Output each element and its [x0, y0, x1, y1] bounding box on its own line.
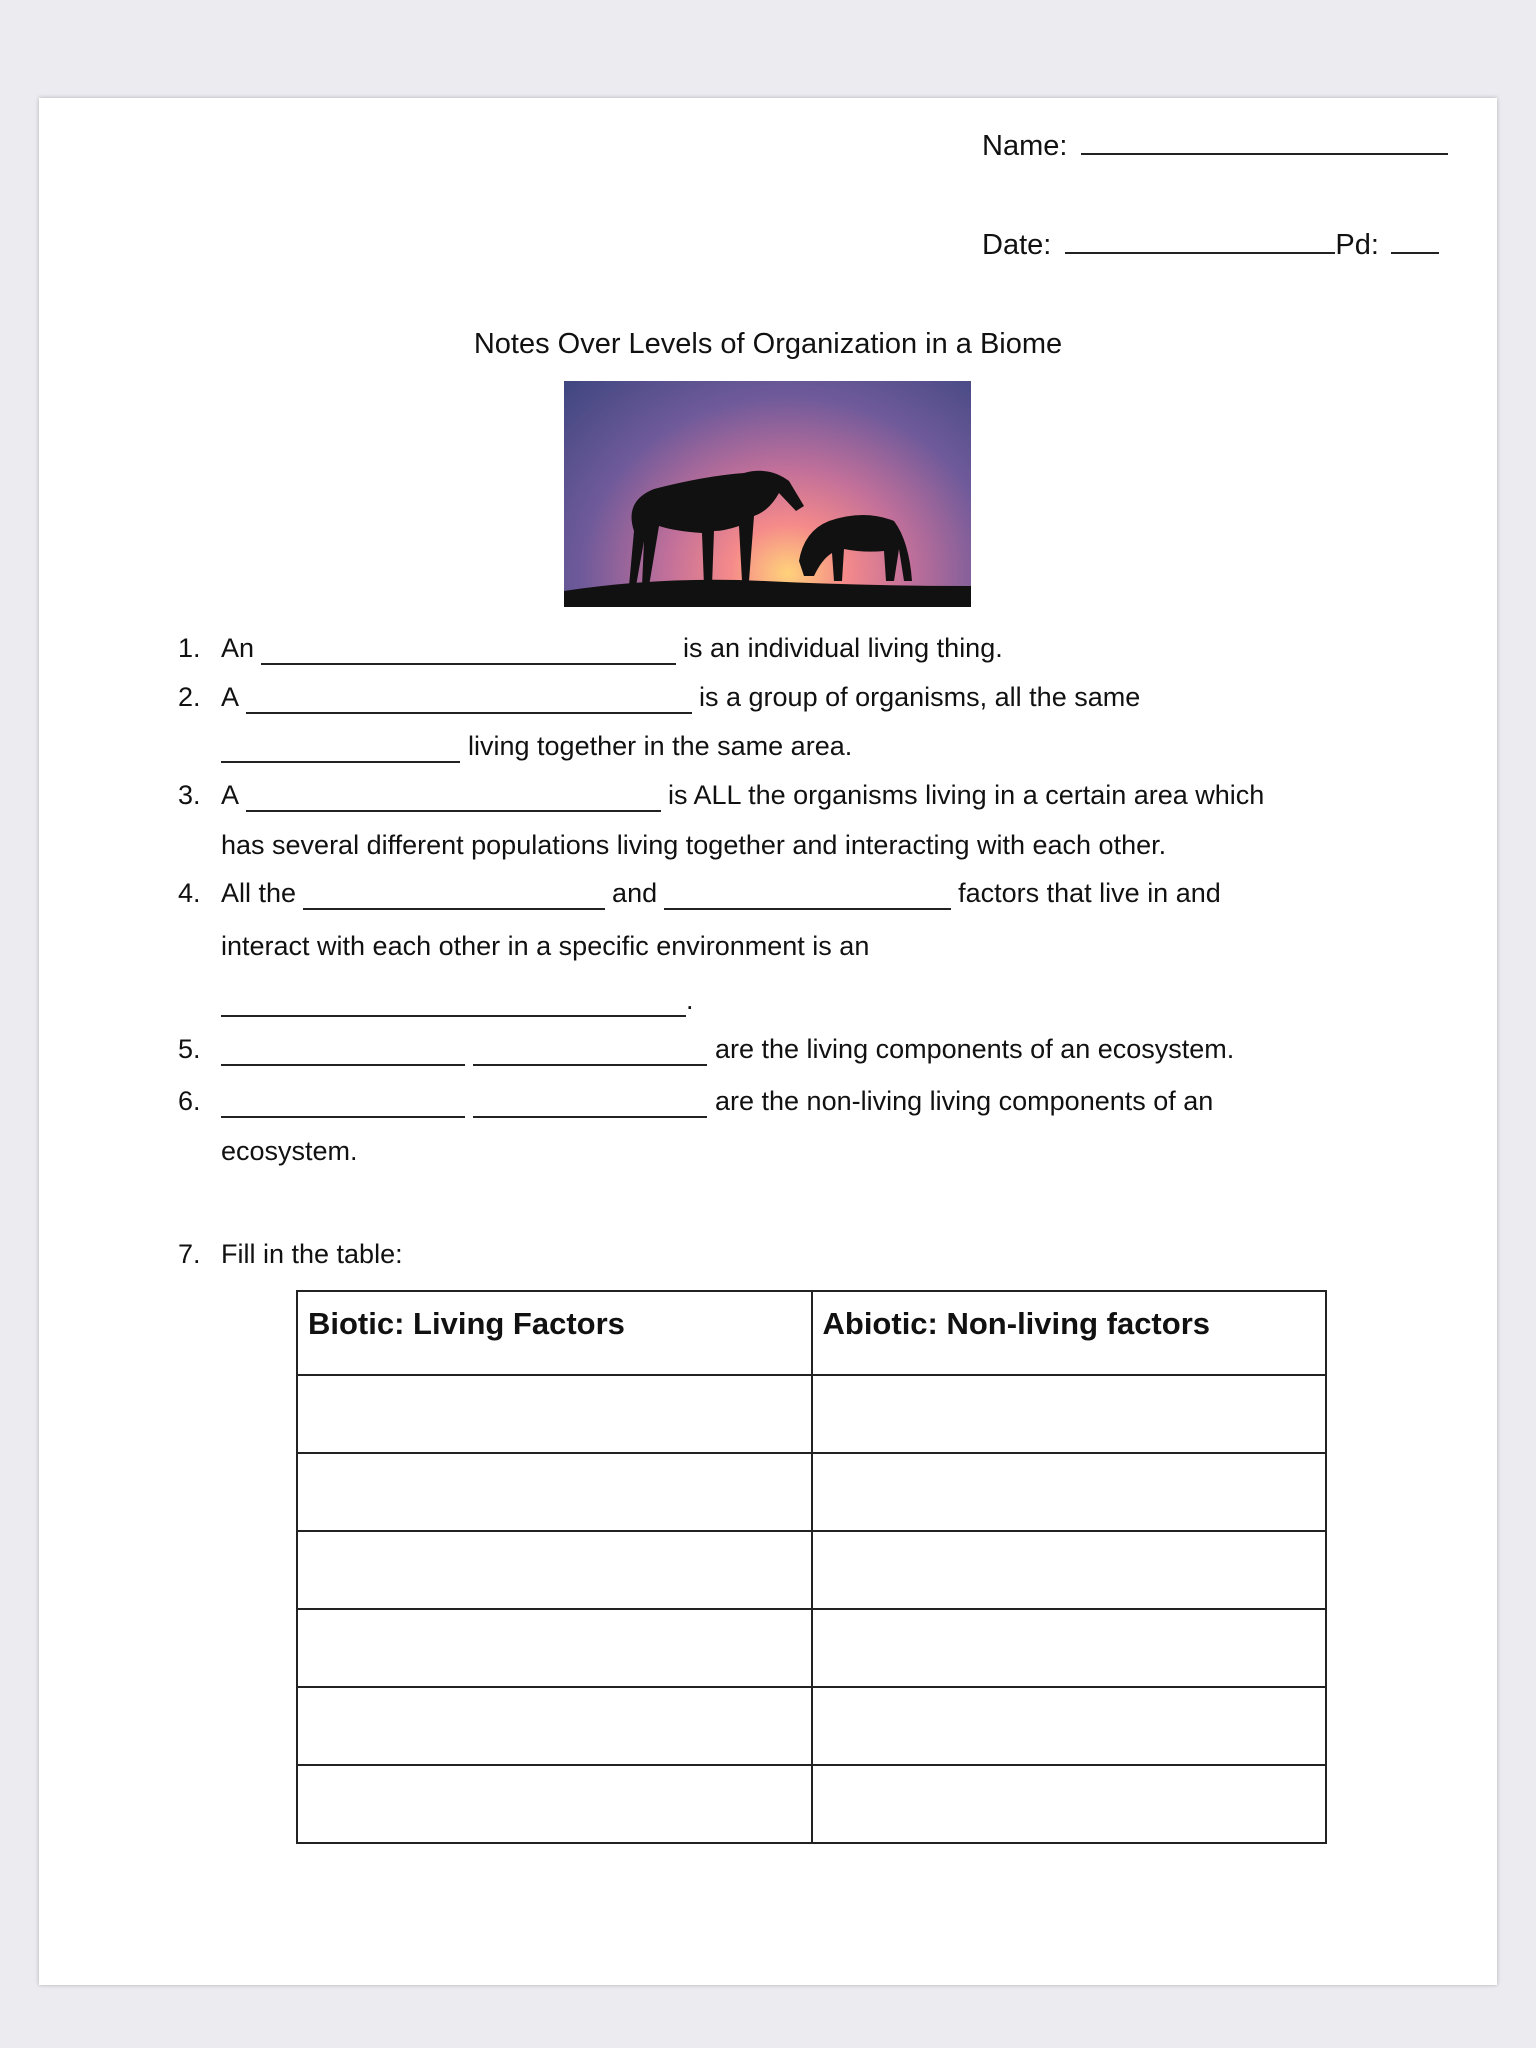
question-text: interact with each other in a specific environment is an [221, 931, 870, 961]
question-text: A [221, 780, 240, 810]
question-text: is an individual living thing. [683, 633, 1003, 663]
question-text: has several different populations living together and interacting with each other. [221, 830, 1167, 860]
question-3-cont [221, 828, 1166, 862]
answer-blank[interactable] [221, 1114, 465, 1118]
period-blank[interactable] [1391, 250, 1439, 254]
question-text: A [221, 682, 240, 712]
question-1 [178, 631, 1003, 665]
factors-table [296, 1290, 1327, 1844]
abiotic-cell[interactable] [812, 1531, 1327, 1609]
question-number: 1. [178, 633, 201, 663]
date-row [982, 229, 1439, 262]
biotic-cell[interactable] [297, 1375, 812, 1453]
question-text: An [221, 633, 255, 663]
name-blank[interactable] [1081, 151, 1448, 155]
biotic-cell[interactable] [297, 1765, 812, 1843]
question-number: 2. [178, 682, 201, 712]
biotic-cell[interactable] [297, 1531, 812, 1609]
horse-sunset-image [564, 381, 971, 607]
abiotic-cell[interactable] [812, 1687, 1327, 1765]
abiotic-header: Abiotic: Non-living factors [812, 1291, 1327, 1375]
date-blank[interactable] [1065, 250, 1335, 254]
table-row [297, 1375, 1326, 1453]
question-4-end [221, 983, 694, 1017]
biotic-cell[interactable] [297, 1687, 812, 1765]
question-7 [178, 1237, 403, 1271]
question-4-cont [221, 929, 869, 963]
biotic-header: Biotic: Living Factors [297, 1291, 812, 1375]
abiotic-cell[interactable] [812, 1375, 1327, 1453]
name-label: Name: [982, 130, 1068, 162]
answer-blank[interactable] [664, 906, 951, 910]
biotic-cell[interactable] [297, 1609, 812, 1687]
question-5 [178, 1032, 1234, 1066]
table-row [297, 1531, 1326, 1609]
page-title: Notes Over Levels of Organization in a Biome [473, 328, 1063, 360]
question-2-cont [221, 729, 852, 763]
question-number: 3. [178, 780, 201, 810]
table-row [297, 1687, 1326, 1765]
answer-blank[interactable] [221, 759, 460, 763]
question-text: and [612, 878, 658, 908]
question-2 [178, 680, 1140, 714]
date-label: Date: [982, 229, 1052, 261]
question-text: factors that live in and [958, 878, 1221, 908]
biotic-cell[interactable] [297, 1453, 812, 1531]
table-row [297, 1765, 1326, 1843]
name-row [982, 130, 1448, 163]
answer-blank[interactable] [261, 661, 676, 665]
question-text: are the living components of an ecosystem. [715, 1034, 1235, 1064]
answer-blank[interactable] [473, 1062, 707, 1066]
question-number: 4. [178, 878, 201, 908]
question-text: Fill in the table: [221, 1239, 403, 1269]
answer-blank[interactable] [473, 1114, 707, 1118]
question-number: 5. [178, 1034, 201, 1064]
question-6 [178, 1084, 1213, 1118]
question-3 [178, 778, 1264, 812]
question-6-cont [221, 1134, 358, 1168]
question-text: is ALL the organisms living in a certain area which [668, 780, 1265, 810]
abiotic-cell[interactable] [812, 1453, 1327, 1531]
question-text: . [686, 985, 694, 1015]
question-4 [178, 876, 1221, 910]
question-text: is a group of organisms, all the same [699, 682, 1141, 712]
answer-blank[interactable] [221, 1062, 465, 1066]
period-label: Pd: [1335, 229, 1379, 261]
question-text: All the [221, 878, 297, 908]
abiotic-cell[interactable] [812, 1765, 1327, 1843]
question-text: living together in the same area. [468, 731, 853, 761]
answer-blank[interactable] [246, 710, 692, 714]
question-text: ecosystem. [221, 1136, 358, 1166]
abiotic-cell[interactable] [812, 1609, 1327, 1687]
table-row [297, 1453, 1326, 1531]
answer-blank[interactable] [221, 1013, 686, 1017]
question-number: 6. [178, 1086, 201, 1116]
question-text: are the non-living living components of an [715, 1086, 1214, 1116]
answer-blank[interactable] [246, 808, 661, 812]
question-number: 7. [178, 1239, 201, 1269]
answer-blank[interactable] [303, 906, 605, 910]
table-header-row [297, 1291, 1326, 1375]
table-row [297, 1609, 1326, 1687]
